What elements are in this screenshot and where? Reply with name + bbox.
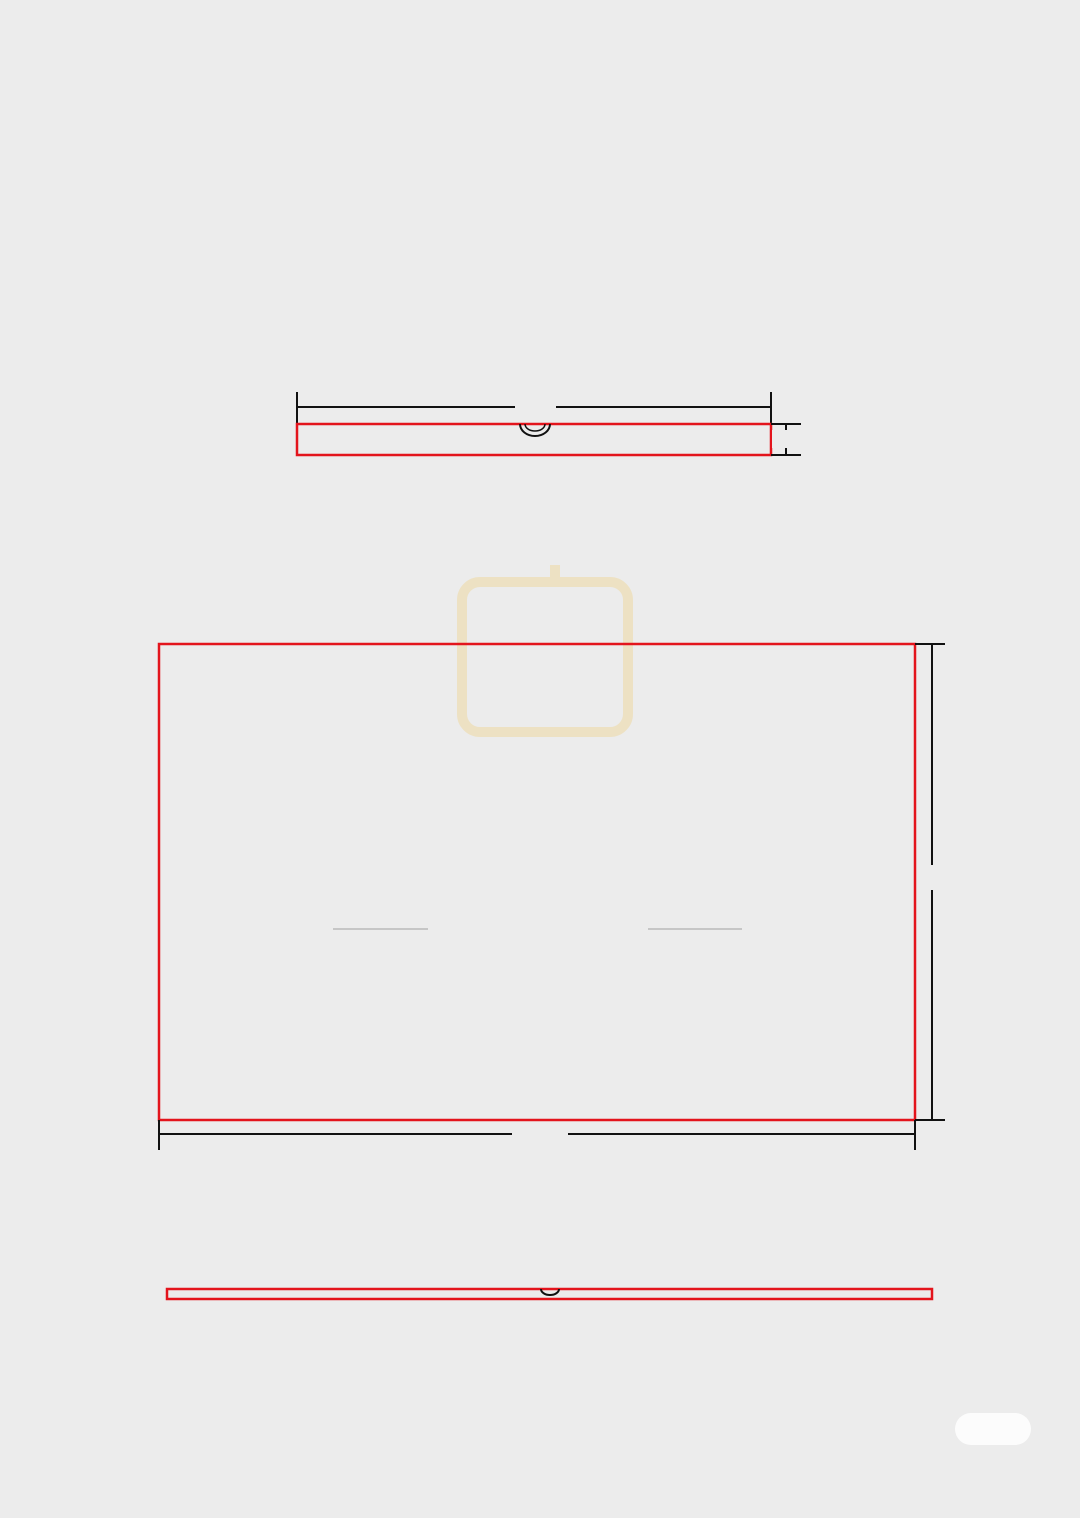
skirt-outline [159,644,915,1120]
waistband-piece [297,392,801,455]
waistband-opening-mark [520,424,550,436]
app-badge [955,1413,1031,1445]
tie-piece [167,1289,932,1299]
skirt-height-dimension [915,644,945,1120]
waistband-outline [297,424,771,455]
skirt-panel [159,644,945,1150]
watermark-logo [462,565,628,732]
skirt-width-dimension [159,1120,915,1150]
